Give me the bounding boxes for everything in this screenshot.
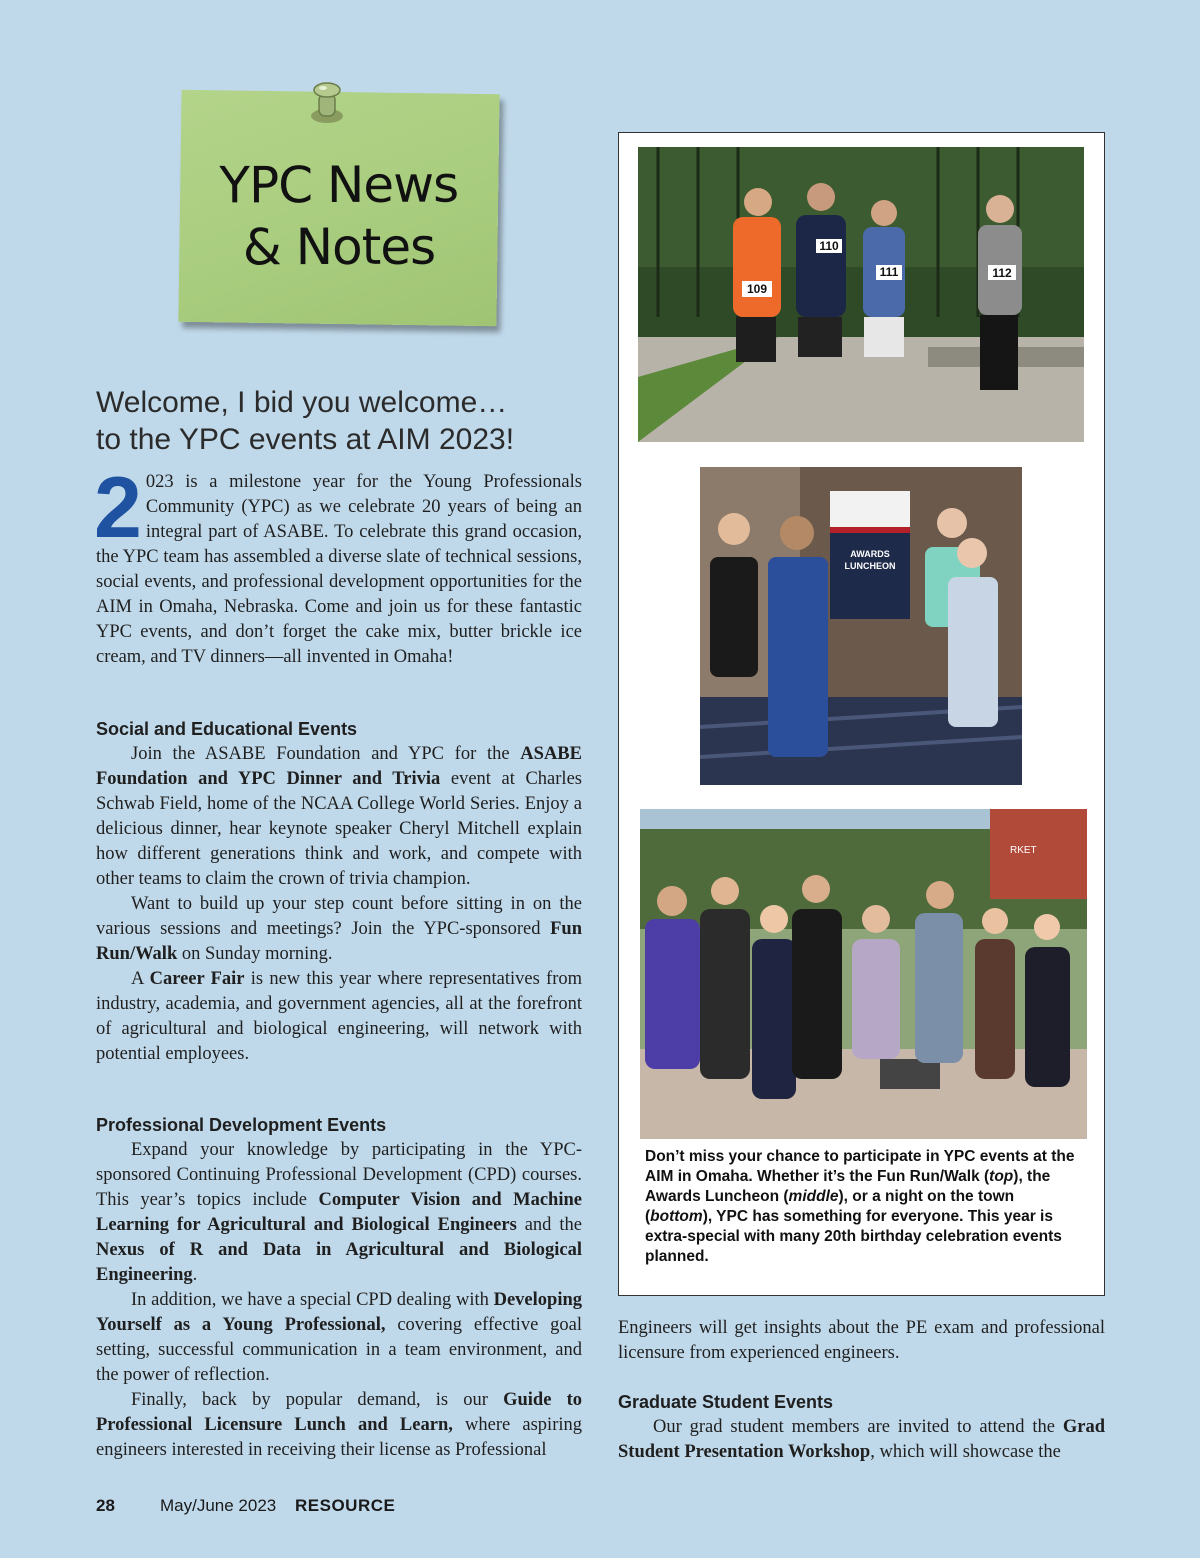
course-name: Nexus of R and Data in Agricultural and Biological Engineering [96, 1240, 582, 1285]
magazine-name: RESOURCE [295, 1496, 396, 1515]
section-heading-graduate: Graduate Student Events [618, 1392, 834, 1412]
social-paragraph-3 [96, 967, 582, 1067]
caption-text: bottom [650, 1208, 703, 1225]
course-name: Computer Vision and Machine Learning for Agricultural and Biological Engineers [96, 1190, 582, 1235]
event-name: Grad Student Presentation Workshop [618, 1417, 1105, 1462]
course-name: Guide to Professional Licensure Lunch and Learn, [96, 1390, 583, 1435]
text-run: event at Charles Schwab Field, home of the NCAA College World Series. Enjoy a delicious dinner, hear keynote speaker Cheryl Mitchell explain how different generations think and work, and compete with other teams to claim the crown of trivia champion. [96, 769, 582, 889]
caption-text: ), or a night on the town ( [645, 1188, 1015, 1225]
profdev-paragraph-3 [96, 1388, 582, 1463]
event-name: Fun Run/Walk [96, 919, 582, 964]
text-run: Join the ASABE Foundation and YPC for the [131, 744, 521, 764]
caption-text: middle [788, 1188, 839, 1205]
social-paragraph-1 [96, 742, 582, 892]
store-sign: RKET [1010, 845, 1037, 856]
sign-text: AWARDS [850, 549, 890, 559]
continued-paragraph: Engineers will get insights about the PE exam and professional licensure from experienced engineers. [618, 1318, 1105, 1363]
event-name: Career Fair [149, 969, 245, 989]
right-column-text [618, 1316, 1105, 1465]
photo-panel [618, 132, 1105, 1296]
section-heading-social: Social and Educational Events [96, 719, 358, 739]
welcome-line2: to the YPC events at AIM 2023! [96, 423, 515, 456]
note-title [180, 153, 498, 278]
text-run: , which will showcase the [870, 1442, 1061, 1462]
intro-text: 023 is a milestone year for the Young Professionals Community (YPC) as we celebrate 20 years of being an integral part of ASABE. To celebrate this grand occasion, the YPC team has assembled a diverse slate of technical sessions, social events, and professional development opportunities for the AIM in Omaha, Nebraska. Come and join us for these fantastic YPC events, and don’t forget the cake mix, butter brickle ice cream, and TV dinners—all invented in Omaha! [96, 472, 582, 667]
sign-text: LUNCHEON [844, 561, 896, 571]
page-number: 28 [96, 1496, 115, 1515]
caption-text: ), the Awards Luncheon ( [645, 1168, 1051, 1205]
drop-cap: 2 [94, 460, 142, 556]
text-run: covering effective goal setting, successful communication in a team environment, and the power of reflection. [96, 1315, 582, 1385]
social-events-section [96, 717, 582, 1067]
text-run: and the [516, 1215, 582, 1235]
photo-fun-run [638, 147, 1084, 442]
bib-number: 112 [992, 266, 1012, 280]
intro-paragraph [94, 460, 582, 670]
welcome-line1: Welcome, I bid you welcome… [96, 386, 508, 419]
social-paragraph-2 [96, 892, 582, 967]
text-run: Our grad student members are invited to attend the [653, 1417, 1063, 1437]
text-run: is new this year where representatives from industry, academia, and government agencies, all at the forefront of agricultural and biological engineering, will network with potential employees. [96, 969, 582, 1064]
bib-number: 110 [819, 239, 839, 253]
event-name: ASABE Foundation and YPC Dinner and Trivia [96, 744, 582, 789]
photo-night-out [640, 809, 1087, 1139]
photo-awards-luncheon [700, 467, 1022, 785]
note-title-line1: YPC News [219, 155, 459, 215]
section-heading-profdev: Professional Development Events [96, 1115, 387, 1135]
text-run: . [192, 1265, 198, 1285]
text-run: A [131, 969, 150, 989]
text-run: on Sunday morning. [177, 944, 333, 964]
text-run: Expand your knowledge by participating in the YPC-sponsored Continuing Professional Development (CPD) courses. This year’s topics include [96, 1140, 582, 1210]
note-title-line2: & Notes [242, 217, 436, 277]
bib-number: 111 [879, 265, 899, 279]
text-run: In addition, we have a special CPD dealing with [131, 1290, 494, 1310]
pushpin-icon [302, 76, 352, 136]
text-run: where aspiring engineers interested in receiving their license as Professional [96, 1415, 582, 1460]
photo-caption [645, 1147, 1085, 1267]
text-run: Want to build up your step count before sitting in on the various sessions and meetings? Join the YPC-sponsored [96, 894, 582, 939]
professional-development-section [96, 1113, 582, 1463]
text-run: Finally, back by popular demand, is our [131, 1390, 504, 1410]
caption-text: top [989, 1168, 1014, 1185]
course-name: Developing Yourself as a Young Professional, [96, 1290, 582, 1335]
issue-date: May/June 2023 [160, 1496, 277, 1515]
welcome-heading [96, 384, 596, 458]
caption-text: ), YPC has something for everyone. This year is extra-special with many 20th birthday celebration events planned. [645, 1208, 1062, 1265]
bib-number: 109 [746, 282, 768, 296]
profdev-paragraph-1 [96, 1138, 582, 1288]
graduate-paragraph [618, 1415, 1105, 1465]
profdev-paragraph-2 [96, 1288, 582, 1388]
caption-text: Don’t miss your chance to participate in YPC events at the AIM in Omaha. Whether it’s the Fun Run/Walk ( [645, 1148, 1075, 1185]
page-footer [96, 1496, 395, 1516]
